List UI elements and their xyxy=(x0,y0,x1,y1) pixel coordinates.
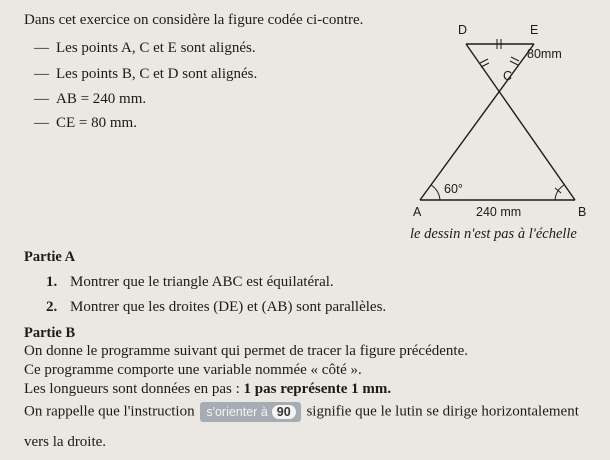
tick-mark xyxy=(510,61,518,65)
condition-item: — CE = 80 mm. xyxy=(34,115,137,131)
angle-arc-A xyxy=(431,185,440,200)
part-b-line: vers la droite. xyxy=(24,434,107,450)
question-item: 1. Montrer que le triangle ABC est équilatéral. xyxy=(46,274,334,290)
scratch-block-orient: s'orienter à 90 xyxy=(200,402,300,422)
part-b-line: On donne le programme suivant qui permet de tracer la figure précédente. xyxy=(24,343,468,359)
label-C: C xyxy=(503,69,513,83)
part-b-line: Les longueurs sont données en pas : 1 pas représente 1 mm. xyxy=(24,381,392,397)
figure-caption: le dessin n'est pas à l'échelle xyxy=(410,226,577,242)
part-b-title: Partie B xyxy=(24,325,76,341)
part-b-line: Ce programme comporte une variable nommée « côté ». xyxy=(24,362,362,378)
geometry-figure xyxy=(400,10,600,220)
part-a-title: Partie A xyxy=(24,249,76,265)
scratch-block-value: 90 xyxy=(272,405,296,419)
tick-mark xyxy=(481,63,489,67)
angle-arc-B xyxy=(555,185,564,200)
angle-label-A: 60° xyxy=(444,182,463,196)
segment-DB xyxy=(466,44,575,200)
condition-item: — Les points A, C et E sont alignés. xyxy=(34,40,256,56)
segment-EA xyxy=(420,44,534,200)
condition-item: — AB = 240 mm. xyxy=(34,91,147,107)
length-AB: 240 mm xyxy=(476,205,522,219)
label-B: B xyxy=(578,205,587,219)
label-E: E xyxy=(530,23,539,37)
label-D: D xyxy=(458,23,468,37)
length-CE: 80mm xyxy=(527,47,562,61)
label-A: A xyxy=(413,205,422,219)
tick-mark xyxy=(480,59,488,63)
tick-mark xyxy=(511,57,519,61)
part-b-line: On rappelle que l'instruction s'orienter à 90 signifie que le lutin se dirige horizontalement xyxy=(24,402,579,422)
question-item: 2. Montrer que les droites (DE) et (AB) sont parallèles. xyxy=(46,299,387,315)
condition-item: — Les points B, C et D sont alignés. xyxy=(34,66,258,82)
intro-text: Dans cet exercice on considère la figure codée ci-contre. xyxy=(24,12,364,28)
